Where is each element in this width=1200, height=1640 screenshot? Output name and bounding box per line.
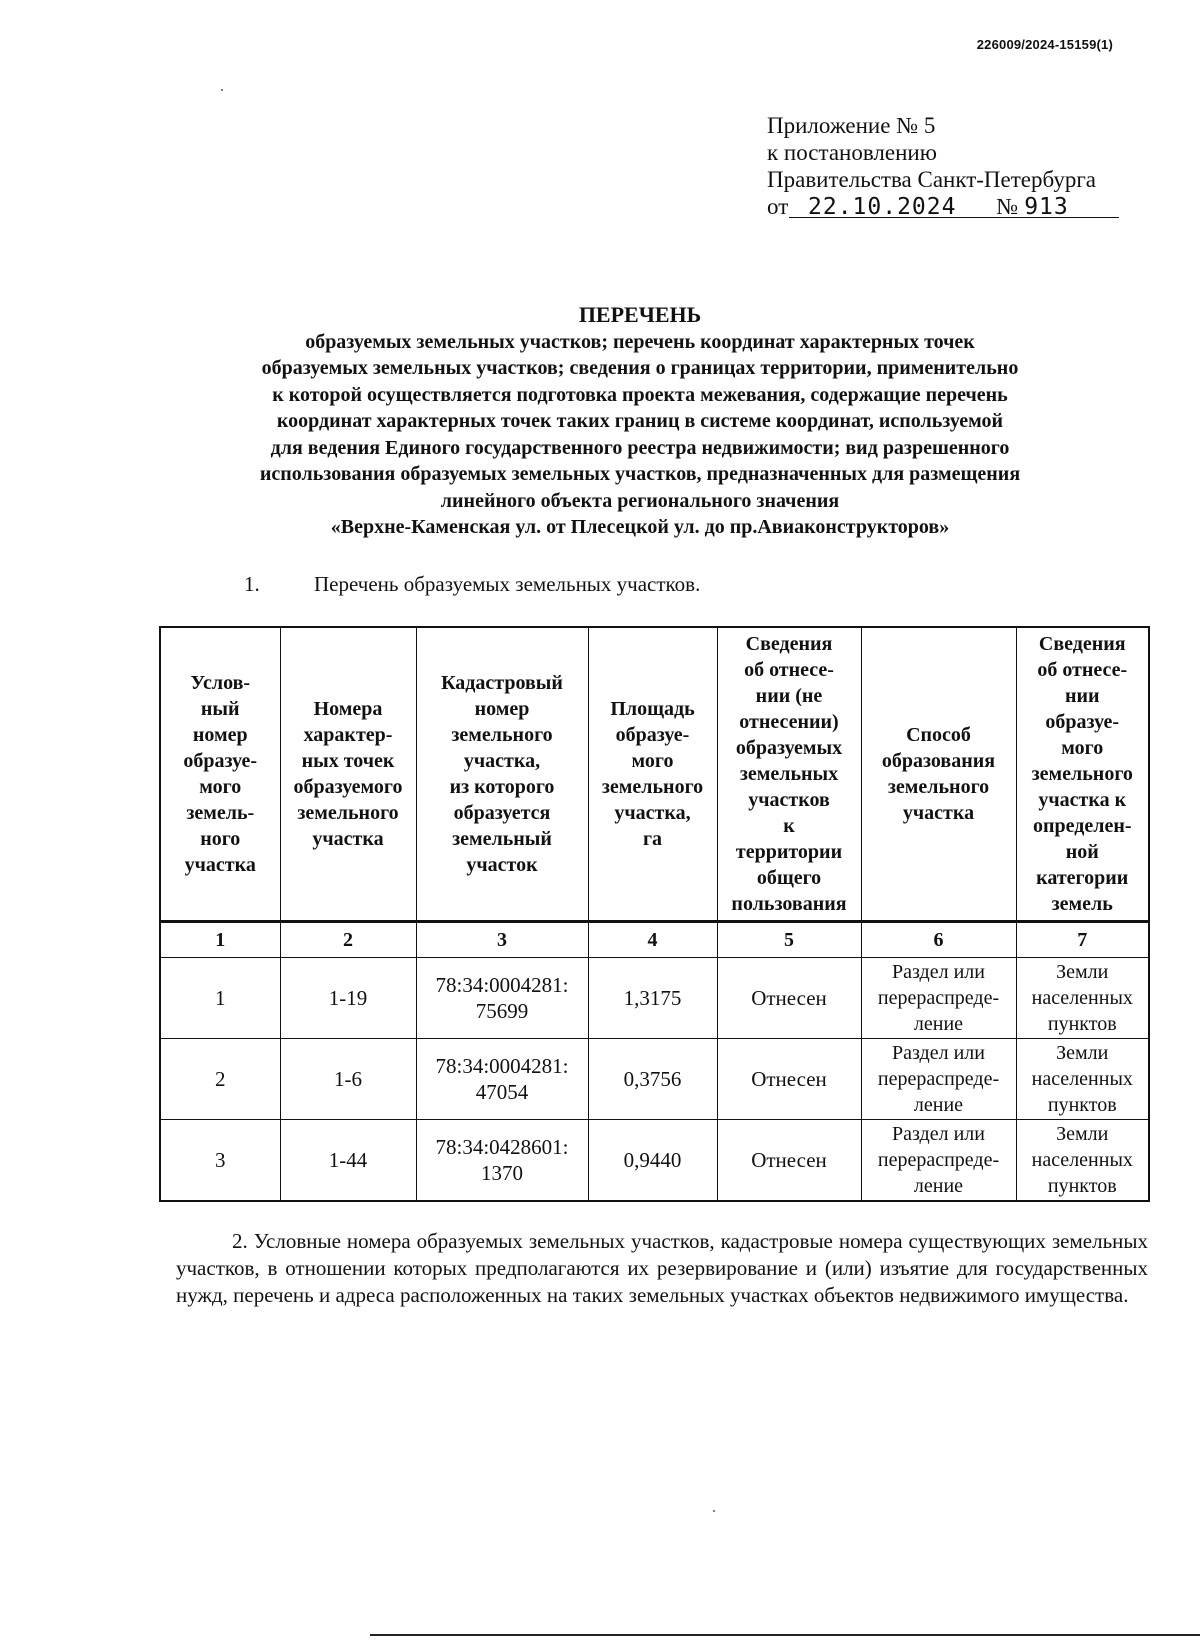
cell-text-line: Раздел или <box>892 1123 985 1145</box>
cell-text-line: участка, <box>463 750 541 772</box>
cell-text-line: земель- <box>186 802 255 824</box>
cell-public-use: Отнесен <box>717 958 861 1039</box>
cell-text-line: об отнесе- <box>1037 659 1128 681</box>
cell-text-line: населенных <box>1031 1149 1133 1171</box>
cell-text-line: образуемого <box>293 776 403 798</box>
cell-text-line: территории <box>735 841 843 863</box>
cell-text-line: ных точек <box>301 750 395 772</box>
land-parcels-table <box>159 626 1150 1202</box>
table-row <box>160 1120 1149 1202</box>
cell-text-line: мого <box>631 750 674 772</box>
cell-text-line: Номера <box>313 698 383 720</box>
resolution-number: 913 <box>1024 194 1069 220</box>
object-name: «Верхне-Каменская ул. от Плесецкой ул. до пр.Авиаконструкторов» <box>330 516 950 538</box>
cell-text-line: земельного <box>451 724 553 746</box>
title-line: образуемых земельных участков; сведения о границах территории, применительно <box>261 357 1019 379</box>
cell-text-line: Способ <box>906 724 971 746</box>
cell-text-line: участка <box>312 828 384 850</box>
cell-text-line: отнесении) <box>739 711 839 733</box>
appendix-header <box>767 112 1117 223</box>
header-public-use <box>717 627 861 922</box>
cell-land-category <box>1016 1120 1149 1202</box>
scan-speck <box>221 89 223 91</box>
cell-text-line: из которого <box>449 776 555 798</box>
cell-text-line: образуе- <box>615 724 690 746</box>
cell-land-category <box>1016 1039 1149 1120</box>
table-row <box>160 1039 1149 1120</box>
column-number: 2 <box>280 922 416 958</box>
cell-text-line: нии <box>1064 685 1100 707</box>
section-1-text: Перечень образуемых земельных участков. <box>314 572 701 596</box>
header-land-category <box>1016 627 1149 922</box>
section-2-text: 2. Условные номера образуемых земельных участков, кадастровые номера существующих земельных участков, в отношении которых предполагаются их резервирование и (или) изъятие для государственных нужд, перечень и адреса расположенных на таких земельных участках объектов недвижимого имущества. <box>176 1229 1148 1307</box>
appendix-date-line <box>767 193 1117 223</box>
cell-text-line: об отнесе- <box>744 659 834 681</box>
cell-text-line: определен- <box>1032 815 1132 837</box>
cell-text-line: 1370 <box>481 1161 523 1185</box>
cell-text-line: ление <box>913 1175 964 1197</box>
cell-public-use: Отнесен <box>717 1039 861 1120</box>
title-line: образуемых земельных участков; перечень координат характерных точек <box>305 330 975 353</box>
table-column-numbers-row <box>160 922 1149 958</box>
cell-text-line: ного <box>200 828 241 850</box>
number-label: № <box>996 194 1019 219</box>
header-parcel-number <box>160 627 280 922</box>
scan-speck <box>713 1510 715 1512</box>
cell-points: 1-19 <box>280 958 416 1039</box>
header-area <box>588 627 717 922</box>
cell-text-line: характер- <box>303 724 393 746</box>
page-title: ПЕРЕЧЕНЬ <box>578 302 702 327</box>
cell-text-line: пользования <box>731 893 847 915</box>
cell-text-line: номер <box>192 724 248 746</box>
cell-text-line: участков <box>748 789 830 811</box>
column-number: 5 <box>717 922 861 958</box>
section-1-heading <box>244 572 700 597</box>
cell-method <box>861 1039 1016 1120</box>
document-title-block <box>150 302 1130 541</box>
cell-text-line: земельного <box>887 776 990 798</box>
cell-text-line: земельный <box>452 828 552 850</box>
table-header-row <box>160 627 1149 922</box>
cell-text-line: перераспреде- <box>877 1149 1000 1171</box>
cell-parcel-id: 1 <box>160 958 280 1039</box>
cell-text-line: Земли <box>1056 961 1109 983</box>
section-1-number: 1. <box>244 572 260 596</box>
cell-text-line: образования <box>881 750 996 772</box>
resolution-date: 22.10.2024 <box>808 194 957 220</box>
scan-edge-line <box>370 1634 1200 1636</box>
cell-text-line: образуе- <box>183 750 258 772</box>
cell-text-line: Сведения <box>745 633 833 655</box>
cell-text-line: 78:34:0004281: <box>435 1054 569 1078</box>
header-cadastral <box>416 627 588 922</box>
cell-text-line: населенных <box>1031 1068 1133 1090</box>
appendix-title: Приложение № 5 <box>767 113 936 138</box>
cell-text-line: пунктов <box>1047 1094 1117 1116</box>
appendix-to-resolution: к постановлению <box>767 140 937 165</box>
cell-text-line: Кадастровый <box>441 672 563 694</box>
cell-text-line: населенных <box>1031 987 1133 1009</box>
column-number: 6 <box>861 922 1016 958</box>
cell-text-line: земельных <box>739 763 839 785</box>
cell-text-line: участка <box>902 802 975 824</box>
column-number: 4 <box>588 922 717 958</box>
cell-text-line: Сведения <box>1038 633 1126 655</box>
cell-text-line: ный <box>200 698 240 720</box>
cell-text-line: га <box>642 828 663 850</box>
cell-parcel-id: 2 <box>160 1039 280 1120</box>
cell-text-line: Услов- <box>190 672 251 694</box>
cell-cadastral <box>416 1120 588 1202</box>
cell-parcel-id: 3 <box>160 1120 280 1202</box>
section-2-paragraph <box>176 1228 1148 1309</box>
cell-text-line: участка, <box>614 802 691 824</box>
cell-text-line: 75699 <box>475 999 529 1023</box>
cell-text-line: Земли <box>1056 1123 1109 1145</box>
column-number: 1 <box>160 922 280 958</box>
cell-text-line: Раздел или <box>892 961 985 983</box>
cell-text-line: земельного <box>601 776 704 798</box>
cell-area: 0,3756 <box>588 1039 717 1120</box>
cell-area: 1,3175 <box>588 958 717 1039</box>
cell-text-line: ление <box>913 1094 964 1116</box>
cell-text-line: мого <box>1061 737 1104 759</box>
cell-text-line: участка к <box>1038 789 1127 811</box>
date-underline <box>789 217 1119 218</box>
cell-text-line: мого <box>199 776 242 798</box>
header-method <box>861 627 1016 922</box>
cell-text-line: 78:34:0428601: <box>435 1135 569 1159</box>
cell-text-line: номер <box>474 698 530 720</box>
cell-text-line: образуе- <box>1045 711 1120 733</box>
cell-text-line: земельного <box>297 802 399 824</box>
cell-points: 1-44 <box>280 1120 416 1202</box>
cell-text-line: перераспреде- <box>877 987 1000 1009</box>
cell-text-line: общего <box>756 867 822 889</box>
title-line: использования образуемых земельных участков, предназначенных для размещения <box>259 463 1021 485</box>
cell-text-line: земель <box>1051 893 1113 915</box>
cell-method <box>861 1120 1016 1202</box>
cell-text-line: категории <box>1036 867 1129 889</box>
cell-text-line: пунктов <box>1047 1175 1117 1197</box>
cell-area: 0,9440 <box>588 1120 717 1202</box>
header-points <box>280 627 416 922</box>
cell-cadastral <box>416 1039 588 1120</box>
cell-public-use: Отнесен <box>717 1120 861 1202</box>
title-line: для ведения Единого государственного реестра недвижимости; вид разрешенного <box>270 436 1010 459</box>
cell-land-category <box>1016 958 1149 1039</box>
date-from-label: от <box>767 194 789 219</box>
cell-text-line: 78:34:0004281: <box>435 973 569 997</box>
document-registration-id: 226009/2024-15159(1) <box>976 37 1113 52</box>
table-row <box>160 958 1149 1039</box>
column-number: 7 <box>1016 922 1149 958</box>
cell-text-line: участок <box>466 854 538 876</box>
cell-text-line: пунктов <box>1047 1013 1117 1035</box>
cell-text-line: земельного <box>1031 763 1133 785</box>
appendix-government: Правительства Санкт-Петербурга <box>767 167 1096 192</box>
cell-text-line: ление <box>913 1013 964 1035</box>
cell-text-line: ной <box>1065 841 1099 863</box>
cell-text-line: Площадь <box>610 698 695 720</box>
title-line: к которой осуществляется подготовка проекта межевания, содержащие перечень <box>272 383 1008 406</box>
column-number: 3 <box>416 922 588 958</box>
cell-text-line: образуется <box>453 802 551 824</box>
cell-text-line: перераспреде- <box>877 1068 1000 1090</box>
cell-points: 1-6 <box>280 1039 416 1120</box>
title-line: координат характерных точек таких границ в системе координат, используемой <box>276 410 1004 432</box>
cell-text-line: Земли <box>1056 1042 1109 1064</box>
cell-text-line: нии (не <box>755 685 823 707</box>
cell-cadastral <box>416 958 588 1039</box>
cell-text-line: к <box>783 815 795 837</box>
cell-text-line: Раздел или <box>892 1042 985 1064</box>
title-line: линейного объекта регионального значения <box>440 489 840 512</box>
cell-method <box>861 958 1016 1039</box>
cell-text-line: 47054 <box>475 1080 529 1104</box>
cell-text-line: участка <box>184 854 256 876</box>
cell-text-line: образуемых <box>735 737 843 759</box>
